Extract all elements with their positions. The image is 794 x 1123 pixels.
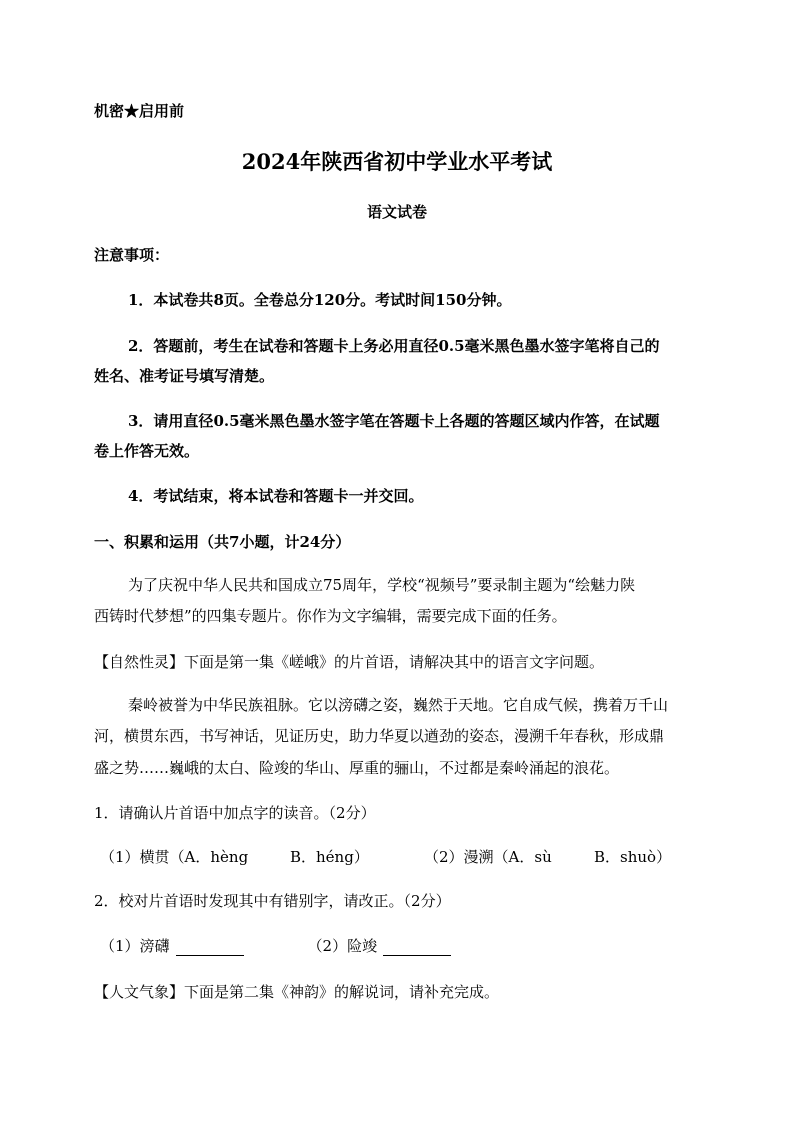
part-humanities-prompt: 【人文气象】下面是第二集《神韵》的解说词，请补充完成。 — [94, 983, 500, 1001]
q2-blank-1[interactable] — [176, 939, 244, 956]
intro-line-2: 西铸时代梦想”的四集专题片。你作为文字编辑，需要完成下面的任务。 — [94, 607, 567, 625]
notice-item-1: 1．本试卷共8页。全卷总分120分。考试时间150分钟。 — [128, 291, 512, 309]
q1-options — [100, 847, 671, 867]
notice-item-2-cont: 姓名、准考证号填写清楚。 — [94, 367, 275, 385]
confidential-label: 机密★启用前 — [94, 102, 185, 120]
q2-item-2-label: （2）险竣 — [307, 937, 378, 955]
q1-option-2a: （2）漫溯（A．sù — [424, 848, 552, 866]
section-heading: 一、积累和运用（共7小题，计24分） — [94, 533, 351, 551]
question-1: 1．请确认片首语中加点字的读音。（2分） — [94, 804, 376, 822]
q1-option-1a: （1）横贯（A．hèng — [100, 848, 249, 866]
q2-items — [100, 936, 451, 956]
notice-item-3-cont: 卷上作答无效。 — [94, 442, 200, 460]
intro-line-1: 为了庆祝中华人民共和国成立75周年，学校“视频号”要录制主题为“绘魅力陕 — [128, 576, 636, 594]
passage-line-3: 盛之势……巍峨的太白、险竣的华山、厚重的骊山，不过都是秦岭涌起的浪花。 — [94, 759, 620, 777]
notice-item-2: 2．答题前，考生在试卷和答题卡上务必用直径0.5毫米黑色墨水签字笔将自己的 — [128, 337, 660, 355]
q1-option-1b: B．héng） — [290, 848, 369, 866]
q1-option-2b: B．shuò） — [594, 848, 672, 866]
q2-blank-2[interactable] — [383, 939, 451, 956]
notice-heading: 注意事项： — [94, 246, 170, 264]
exam-title: 2024年陕西省初中学业水平考试 — [241, 149, 553, 174]
exam-subtitle: 语文试卷 — [366, 203, 427, 221]
notice-item-3: 3．请用直径0.5毫米黑色墨水签字笔在答题卡上各题的答题区域内作答，在试题 — [128, 412, 660, 430]
notice-item-4: 4．考试结束，将本试卷和答题卡一并交回。 — [128, 487, 424, 505]
passage-line-1: 秦岭被誉为中华民族祖脉。它以滂礴之姿，巍然于天地。它自成气候，携着万千山 — [128, 696, 669, 714]
question-2: 2．校对片首语时发现其中有错别字，请改正。（2分） — [94, 892, 451, 910]
q2-item-1-label: （1）滂礴 — [100, 937, 170, 955]
part-natural-prompt: 【自然性灵】下面是第一集《嵯峨》的片首语，请解决其中的语言文字问题。 — [94, 653, 605, 671]
passage-line-2: 河，横贯东西，书写神话，见证历史，助力华夏以遒劲的姿态，漫溯千年春秋，形成鼎 — [94, 727, 665, 745]
